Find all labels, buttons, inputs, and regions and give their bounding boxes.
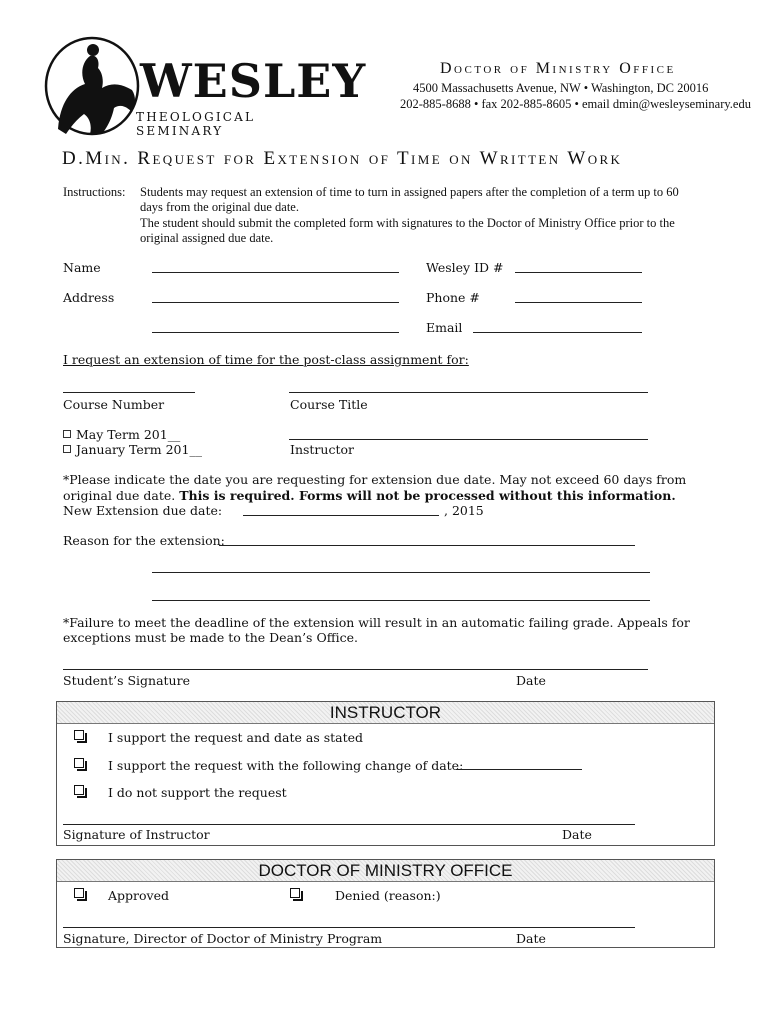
year-suffix: , 2015 bbox=[444, 503, 484, 518]
date-note-plain: original due date. bbox=[63, 488, 180, 503]
director-signature-field[interactable] bbox=[63, 927, 635, 928]
wesley-id-field[interactable] bbox=[515, 272, 642, 273]
instructor-option-3[interactable] bbox=[74, 785, 88, 799]
form-title: D.Min. Request for Extension of Time on Written Work bbox=[62, 148, 623, 169]
new-date-field[interactable] bbox=[243, 515, 439, 516]
failure-note-line-1: *Failure to meet the deadline of the extension will result in an automatic failing grade. Appeals for bbox=[63, 615, 690, 630]
horse-rider-emblem bbox=[40, 34, 140, 139]
office-address: 4500 Massachusetts Avenue, NW • Washington, DC 20016 bbox=[413, 81, 709, 95]
instructor-signature-label: Signature of Instructor bbox=[63, 827, 210, 842]
email-field[interactable] bbox=[473, 332, 642, 333]
course-title-label: Course Title bbox=[290, 397, 368, 412]
reason-field-2[interactable] bbox=[152, 572, 650, 573]
term-may-label: May Term 201__ bbox=[76, 427, 181, 442]
new-date-label: New Extension due date: bbox=[63, 503, 223, 518]
wesley-id-label: Wesley ID # bbox=[426, 260, 504, 275]
office-contact: 202-885-8688 • fax 202-885-8605 • email dmin@wesleyseminary.edu bbox=[400, 97, 751, 111]
reason-field-3[interactable] bbox=[152, 600, 650, 601]
checkbox-icon bbox=[63, 445, 71, 453]
request-statement: I request an extension of time for the post-class assignment for: bbox=[63, 352, 469, 367]
term-january-label: January Term 201__ bbox=[76, 442, 202, 457]
director-signature-label: Signature, Director of Doctor of Ministry Program bbox=[63, 931, 383, 946]
logo-subtitle: THEOLOGICAL SEMINARY bbox=[136, 110, 256, 138]
instructor-option-1-label: I support the request and date as stated bbox=[108, 730, 364, 745]
checkbox-icon bbox=[63, 430, 71, 438]
seminary-logo bbox=[40, 34, 367, 139]
office-title: Doctor of Ministry Office bbox=[440, 60, 676, 77]
instructions-label: Instructions: bbox=[63, 185, 126, 199]
instructor-option-3-label: I do not support the request bbox=[108, 785, 287, 800]
course-number-field[interactable] bbox=[63, 392, 195, 393]
director-date-label: Date bbox=[516, 931, 546, 946]
logo-name: WESLEY bbox=[140, 54, 367, 108]
address-field-2[interactable] bbox=[152, 332, 399, 333]
instructor-option-2-label: I support the request with the following change of date: bbox=[108, 758, 464, 773]
name-label: Name bbox=[63, 260, 101, 275]
email-label: Email bbox=[426, 320, 463, 335]
failure-note-line-2: exceptions must be made to the Dean’s Office. bbox=[63, 630, 358, 645]
changed-date-field[interactable] bbox=[456, 769, 582, 770]
date-note-line-2 bbox=[63, 488, 676, 503]
instructions-line-3: The student should submit the completed form with signatures to the Doctor of Ministry Office prior to the bbox=[140, 216, 675, 230]
date-note-line-1: *Please indicate the date you are requesting for extension due date. May not exceed 60 days from bbox=[63, 472, 687, 487]
address-field-1[interactable] bbox=[152, 302, 399, 303]
term-may-option[interactable] bbox=[63, 427, 180, 442]
name-field[interactable] bbox=[152, 272, 399, 273]
instructions-line-4: original assigned due date. bbox=[140, 231, 274, 245]
student-date-label: Date bbox=[516, 673, 546, 688]
reason-label: Reason for the extension: bbox=[63, 533, 225, 548]
reason-field-1[interactable] bbox=[219, 545, 635, 546]
phone-label: Phone # bbox=[426, 290, 480, 305]
instructor-name-field[interactable] bbox=[289, 439, 648, 440]
address-label: Address bbox=[63, 290, 115, 305]
instructor-option-2[interactable] bbox=[74, 758, 88, 772]
student-signature-label: Student’s Signature bbox=[63, 673, 190, 688]
approved-option[interactable] bbox=[74, 888, 88, 902]
instructions-line-2: days from the original due date. bbox=[140, 200, 299, 214]
instructor-label: Instructor bbox=[290, 442, 354, 457]
course-number-label: Course Number bbox=[63, 397, 165, 412]
course-title-field[interactable] bbox=[289, 392, 648, 393]
instructions-line-1: Students may request an extension of time to turn in assigned papers after the completion of a term up to 60 bbox=[140, 185, 679, 199]
denied-label: Denied (reason:) bbox=[335, 888, 441, 903]
dmin-office-heading: DOCTOR OF MINISTRY OFFICE bbox=[57, 860, 714, 882]
instructor-signature-field[interactable] bbox=[63, 824, 635, 825]
denied-option[interactable] bbox=[290, 888, 304, 902]
date-note-required: This is required. Forms will not be processed without this information. bbox=[179, 488, 676, 503]
instructor-date-label: Date bbox=[562, 827, 592, 842]
instructor-heading: INSTRUCTOR bbox=[57, 702, 714, 724]
instructor-option-1[interactable] bbox=[74, 730, 88, 744]
approved-label: Approved bbox=[108, 888, 169, 903]
term-january-option[interactable] bbox=[63, 442, 202, 457]
phone-field[interactable] bbox=[515, 302, 642, 303]
student-signature-field[interactable] bbox=[63, 669, 648, 670]
